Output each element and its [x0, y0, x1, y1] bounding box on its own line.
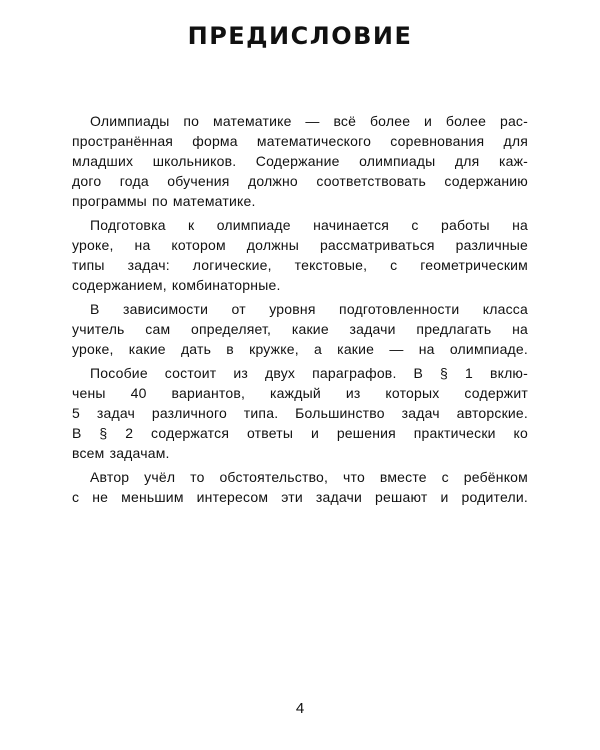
text-line: младших школьников. Содержание олимпиады для каж- — [72, 153, 528, 169]
text-line: всем задачам. — [72, 445, 170, 461]
paragraph-5 — [72, 467, 528, 507]
text-line: учитель сам определяет, какие задачи предлагать на — [72, 321, 528, 337]
text-line: типы задач: логические, текстовые, с геометрическим — [72, 257, 528, 273]
text-line: Пособие состоит из двух параграфов. В § 1 вклю- — [90, 365, 528, 381]
page-title: ПРЕДИСЛОВИЕ — [187, 22, 413, 50]
text-line: В § 2 содержатся ответы и решения практически ко — [72, 425, 528, 441]
text-line: уроке, какие дать в кружке, а какие — на олимпиаде. — [72, 341, 528, 357]
text-line: программы по математике. — [72, 193, 256, 209]
text-line: с не меньшим интересом эти задачи решают и родители. — [72, 489, 528, 505]
text-line: чены 40 вариантов, каждый из которых содержит — [72, 385, 528, 401]
text-line: 5 задач различного типа. Большинство задач авторские. — [72, 405, 528, 421]
paragraph-1 — [72, 111, 528, 211]
paragraph-4 — [72, 363, 528, 463]
text-line: Подготовка к олимпиаде начинается с работы на — [90, 217, 528, 233]
text-line: Автор учёл то обстоятельство, что вместе с ребёнком — [90, 469, 528, 485]
text-line: содержанием, комбинаторные. — [72, 277, 281, 293]
text-line: Олимпиады по математике — всё более и более рас- — [90, 113, 528, 129]
text-line: дого года обучения должно соответствовать содержанию — [72, 173, 528, 189]
text-line: В зависимости от уровня подготовленности класса — [90, 301, 528, 317]
preface-body — [72, 111, 528, 507]
text-line: пространённая форма математического соревнования для — [72, 133, 528, 149]
text-line: уроке, на котором должны рассматриваться различные — [72, 237, 528, 253]
paragraph-3 — [72, 299, 528, 359]
paragraph-2 — [72, 215, 528, 295]
page-number: 4 — [295, 700, 305, 717]
